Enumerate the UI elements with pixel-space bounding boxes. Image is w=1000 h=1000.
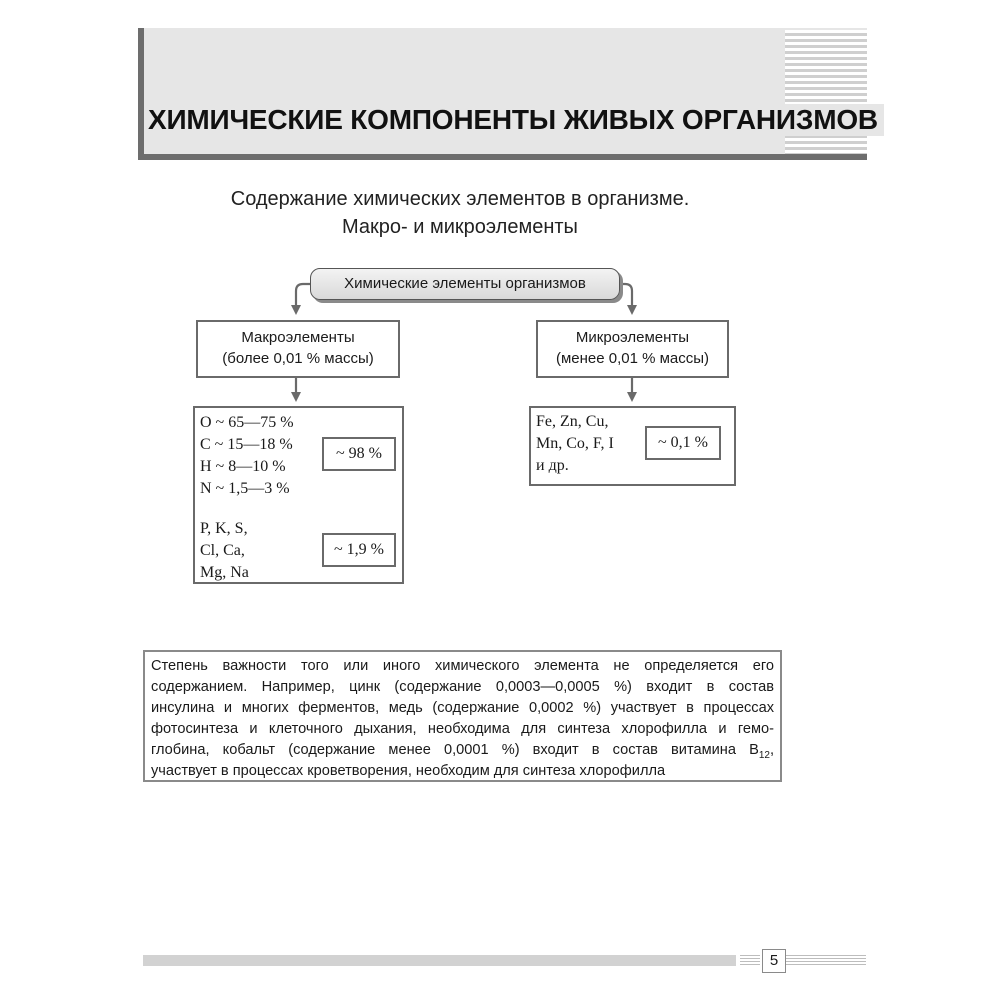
arrow-root-to-micro — [620, 284, 632, 310]
micro-group-total: ~ 0,1 % — [645, 426, 721, 460]
list-item: Mg, Na — [200, 564, 249, 581]
list-item: P, K, S, — [200, 520, 248, 537]
note-line-text: глобина, кобальт (содержание менее 0,0001 %) входит в состав витамина B — [151, 742, 759, 758]
micro-group — [536, 411, 614, 477]
header-banner — [140, 28, 867, 158]
list-item: N ~ 1,5—3 % — [200, 480, 290, 497]
macro-subtitle: (более 0,01 % массы) — [222, 350, 374, 367]
header-shadow-left — [138, 28, 144, 160]
arrow-root-to-macro — [296, 284, 310, 310]
macro-group2-total: ~ 1,9 % — [322, 533, 396, 567]
root-node: Химические элементы организмов — [310, 268, 620, 300]
note-line — [151, 740, 774, 761]
macro-group1 — [200, 412, 294, 500]
micro-subtitle: (менее 0,01 % массы) — [555, 350, 710, 367]
section-subtitle-line2: Макро- и микроэлементы — [342, 216, 578, 238]
macro-group1-total: ~ 98 % — [322, 437, 396, 471]
note-line: Степень важности того или иного химического элемента не определяется его — [151, 658, 774, 674]
list-item: H ~ 8—10 % — [200, 458, 286, 475]
micro-title: Микроэлементы — [575, 329, 690, 346]
footer-stripes-right — [786, 955, 866, 966]
micro-title-box — [536, 320, 729, 378]
macro-title-box — [196, 320, 400, 378]
list-item: Mn, Co, F, I — [536, 435, 614, 452]
list-item: O ~ 65—75 % — [200, 414, 294, 431]
note-line: содержанием. Например, цинк (содержание 0,0003—0,0005 %) входит в состав — [151, 679, 774, 695]
note-line: участвует в процессах кроветворения, необходим для синтеза хлорофилла — [151, 763, 666, 779]
macro-title: Макроэлементы — [241, 329, 355, 346]
note-line: инсулина и многих ферментов, медь (содержание 0,0002 %) участвует в процессах — [151, 700, 774, 716]
page-title: ХИМИЧЕСКИЕ КОМПОНЕНТЫ ЖИВЫХ ОРГАНИЗМОВ — [148, 104, 884, 136]
footer-bar — [143, 955, 736, 966]
note-line: фотосинтеза и клеточного дыхания, необходима для синтеза хлорофилла и гемо- — [151, 721, 774, 737]
list-item: Fe, Zn, Cu, — [536, 413, 609, 430]
header-shadow-bottom — [138, 154, 867, 160]
footer-stripes-left — [740, 955, 760, 966]
note-box — [143, 650, 782, 782]
page-number: 5 — [762, 949, 786, 973]
section-subtitle-line1: Содержание химических элементов в организме. — [230, 188, 690, 210]
list-item: Cl, Ca, — [200, 542, 245, 559]
note-line-end: , — [769, 742, 774, 758]
macro-group2 — [200, 518, 249, 584]
list-item: и др. — [536, 457, 569, 474]
note-subscript: 12 — [758, 749, 770, 761]
list-item: C ~ 15—18 % — [200, 436, 293, 453]
